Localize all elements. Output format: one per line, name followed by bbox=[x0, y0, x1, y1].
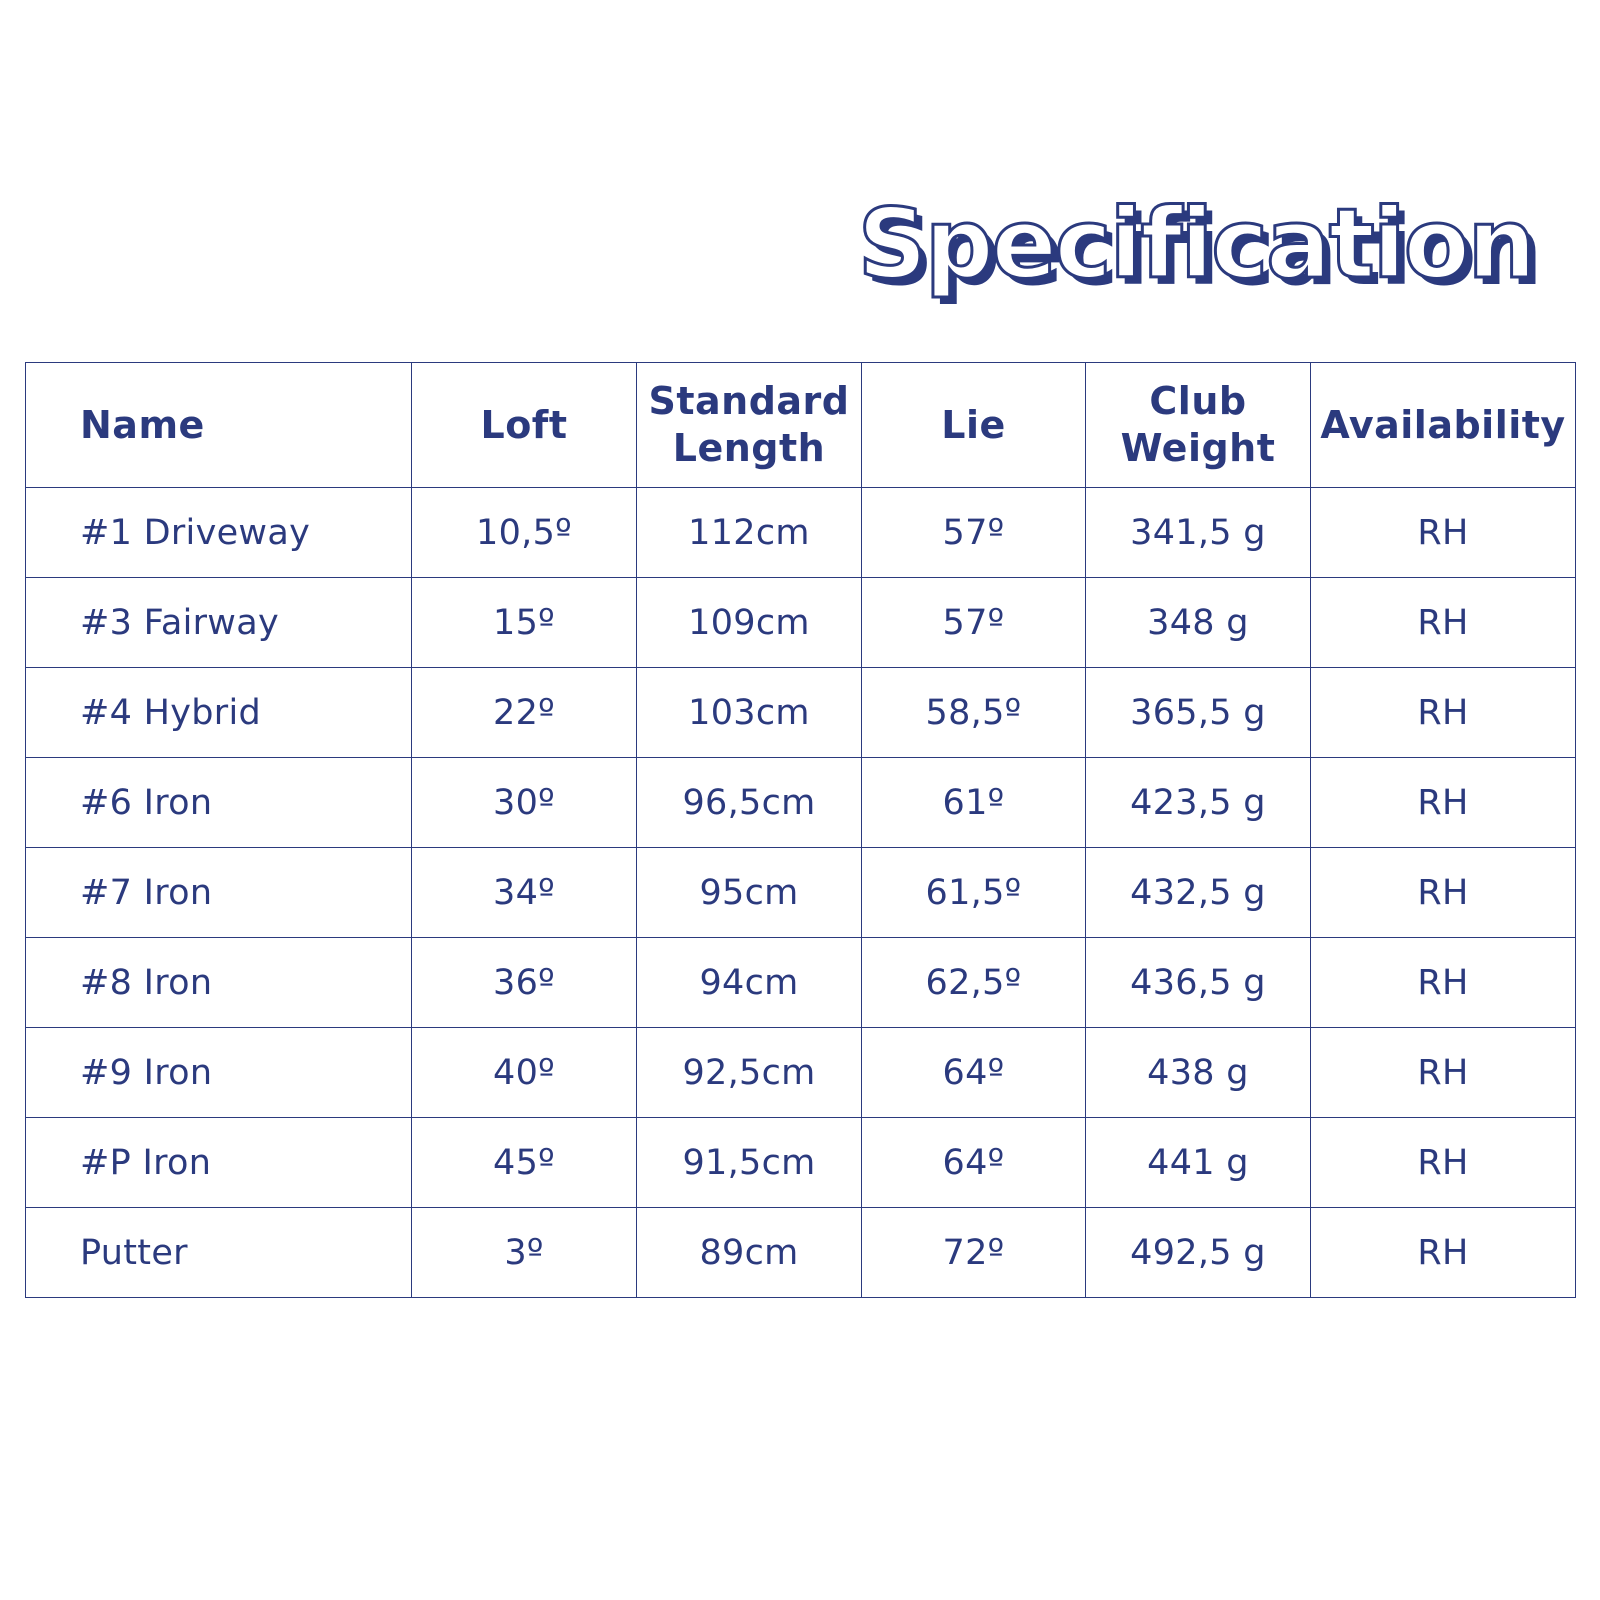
cell-lie: 72º bbox=[862, 1208, 1086, 1298]
table-row bbox=[26, 1118, 1576, 1208]
table-row bbox=[26, 938, 1576, 1028]
table-header-row bbox=[26, 363, 1576, 488]
cell-length: 96,5cm bbox=[637, 758, 862, 848]
header-club-weight-line-2: Weight bbox=[1120, 426, 1276, 470]
cell-weight: 341,5 g bbox=[1086, 488, 1311, 578]
cell-name: #6 Iron bbox=[26, 758, 412, 848]
cell-availability: RH bbox=[1311, 1118, 1576, 1208]
page-title: Specification bbox=[857, 188, 1534, 300]
cell-length: 103cm bbox=[637, 668, 862, 758]
cell-name: #8 Iron bbox=[26, 938, 412, 1028]
cell-loft: 15º bbox=[412, 578, 637, 668]
header-availability: Availability bbox=[1311, 363, 1576, 488]
cell-length: 112cm bbox=[637, 488, 862, 578]
cell-weight: 348 g bbox=[1086, 578, 1311, 668]
cell-availability: RH bbox=[1311, 848, 1576, 938]
cell-length: 95cm bbox=[637, 848, 862, 938]
cell-loft: 45º bbox=[412, 1118, 637, 1208]
cell-availability: RH bbox=[1311, 488, 1576, 578]
cell-loft: 22º bbox=[412, 668, 637, 758]
cell-loft: 30º bbox=[412, 758, 637, 848]
cell-weight: 438 g bbox=[1086, 1028, 1311, 1118]
cell-weight: 441 g bbox=[1086, 1118, 1311, 1208]
header-club-weight-line-1: Club bbox=[1149, 379, 1247, 423]
cell-length: 109cm bbox=[637, 578, 862, 668]
table-row bbox=[26, 578, 1576, 668]
cell-name: #P Iron bbox=[26, 1118, 412, 1208]
cell-weight: 423,5 g bbox=[1086, 758, 1311, 848]
cell-availability: RH bbox=[1311, 1208, 1576, 1298]
table-row bbox=[26, 848, 1576, 938]
cell-availability: RH bbox=[1311, 938, 1576, 1028]
header-club-weight bbox=[1086, 363, 1311, 488]
table-row bbox=[26, 1208, 1576, 1298]
cell-lie: 61º bbox=[862, 758, 1086, 848]
header-name: Name bbox=[26, 363, 412, 488]
header-standard-length bbox=[637, 363, 862, 488]
cell-weight: 436,5 g bbox=[1086, 938, 1311, 1028]
cell-lie: 62,5º bbox=[862, 938, 1086, 1028]
cell-loft: 10,5º bbox=[412, 488, 637, 578]
specification-table bbox=[25, 362, 1576, 1298]
cell-loft: 36º bbox=[412, 938, 637, 1028]
cell-name: #9 Iron bbox=[26, 1028, 412, 1118]
table-row bbox=[26, 1028, 1576, 1118]
cell-length: 91,5cm bbox=[637, 1118, 862, 1208]
cell-loft: 34º bbox=[412, 848, 637, 938]
cell-lie: 64º bbox=[862, 1118, 1086, 1208]
table-row bbox=[26, 758, 1576, 848]
cell-availability: RH bbox=[1311, 758, 1576, 848]
cell-name: Putter bbox=[26, 1208, 412, 1298]
cell-availability: RH bbox=[1311, 1028, 1576, 1118]
header-standard-length-line-2: Length bbox=[672, 426, 826, 470]
cell-lie: 58,5º bbox=[862, 668, 1086, 758]
header-standard-length-line-1: Standard bbox=[648, 379, 850, 423]
cell-availability: RH bbox=[1311, 668, 1576, 758]
table-row bbox=[26, 488, 1576, 578]
cell-availability: RH bbox=[1311, 578, 1576, 668]
header-lie: Lie bbox=[862, 363, 1086, 488]
table-row bbox=[26, 668, 1576, 758]
cell-name: #3 Fairway bbox=[26, 578, 412, 668]
cell-name: #1 Driveway bbox=[26, 488, 412, 578]
cell-lie: 61,5º bbox=[862, 848, 1086, 938]
cell-weight: 492,5 g bbox=[1086, 1208, 1311, 1298]
cell-weight: 432,5 g bbox=[1086, 848, 1311, 938]
cell-length: 94cm bbox=[637, 938, 862, 1028]
cell-lie: 57º bbox=[862, 488, 1086, 578]
cell-name: #7 Iron bbox=[26, 848, 412, 938]
cell-lie: 64º bbox=[862, 1028, 1086, 1118]
cell-loft: 40º bbox=[412, 1028, 637, 1118]
cell-lie: 57º bbox=[862, 578, 1086, 668]
cell-length: 92,5cm bbox=[637, 1028, 862, 1118]
cell-loft: 3º bbox=[412, 1208, 637, 1298]
cell-name: #4 Hybrid bbox=[26, 668, 412, 758]
cell-weight: 365,5 g bbox=[1086, 668, 1311, 758]
header-loft: Loft bbox=[412, 363, 637, 488]
cell-length: 89cm bbox=[637, 1208, 862, 1298]
